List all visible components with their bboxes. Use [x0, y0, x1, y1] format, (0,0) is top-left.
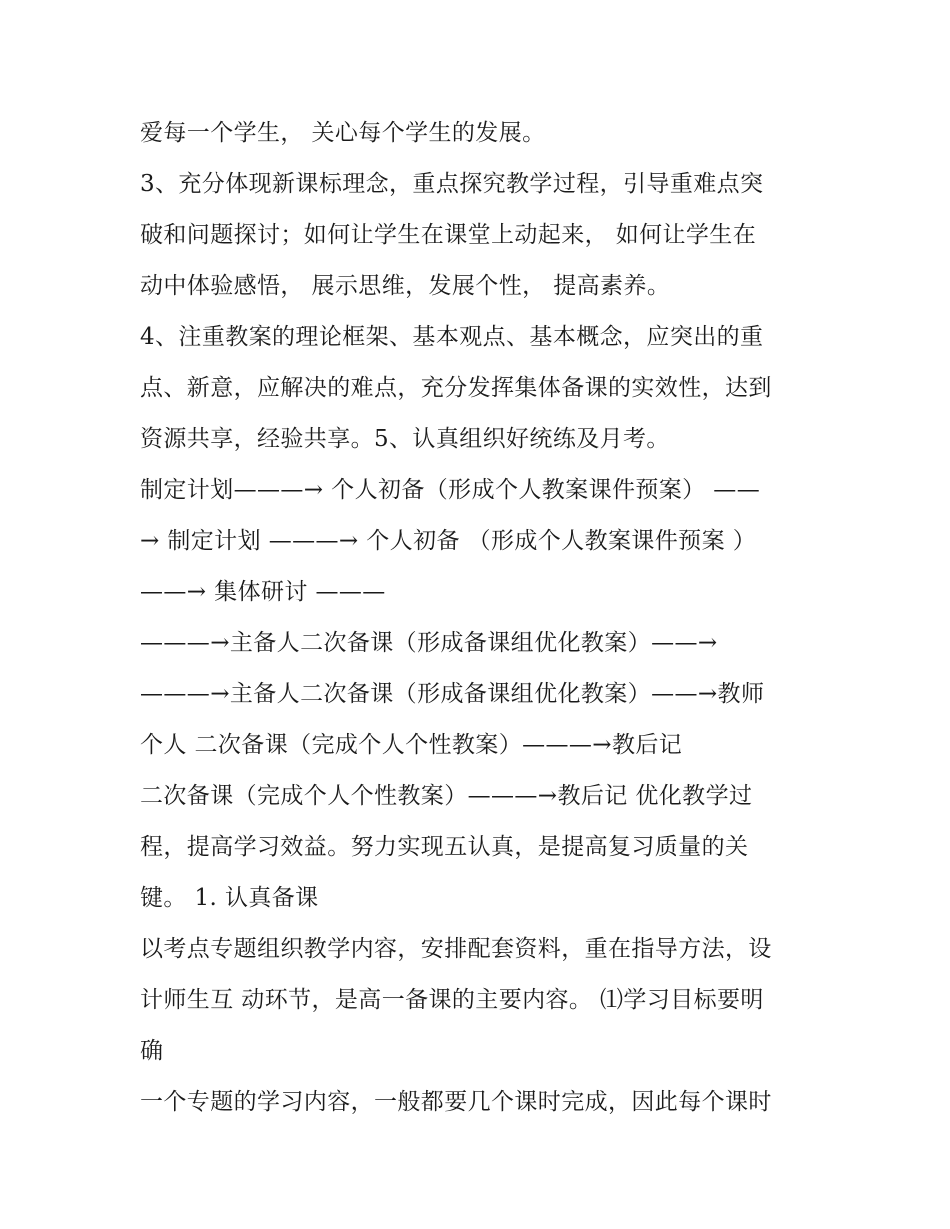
body-text	[140, 108, 820, 1128]
text-line: 以考点专题组织教学内容，安排配套资料，重在指导方法，设	[140, 936, 772, 962]
text-line: 二次备课（完成个人个性教案）———→教后记 优化教学过	[140, 783, 753, 809]
text-line: → 制定计划 ———→ 个人初备 （形成个人教案课件预案 ）	[140, 528, 757, 554]
text-line: 资源共享，经验共享。5、认真组织好统练及月考。	[140, 426, 670, 452]
text-line: 程，提高学习效益。努力实现五认真，是提高复习质量的关	[140, 834, 749, 860]
text-line: 破和问题探讨；如何让学生在课堂上动起来， 如何让学生在	[140, 222, 757, 248]
text-line: 制定计划———→ 个人初备（形成个人教案课件预案） ——	[140, 477, 761, 503]
text-line: 计师生互 动环节，是高一备课的主要内容。 ⑴学习目标要明	[140, 987, 764, 1013]
text-line: 3、充分体现新课标理念，重点探究教学过程，引导重难点突	[140, 171, 764, 197]
text-line: 一个专题的学习内容，一般都要几个课时完成，因此每个课时	[140, 1089, 772, 1115]
text-line: 4、注重教案的理论框架、基本观点、基本概念，应突出的重	[140, 324, 764, 350]
text-line: 动中体验感悟， 展示思维，发展个性， 提高素养。	[140, 273, 671, 299]
text-line: 键。 1. 认真备课	[140, 885, 319, 911]
text-line: ——→ 集体研讨 ———	[140, 579, 386, 605]
text-line: 点、新意，应解决的难点，充分发挥集体备课的实效性，达到	[140, 375, 772, 401]
text-line: 确	[140, 1038, 164, 1064]
text-line: ———→主备人二次备课（形成备课组优化教案）——→	[140, 630, 718, 656]
text-line: ———→主备人二次备课（形成备课组优化教案）——→教师	[140, 681, 765, 707]
text-line: 爱每一个学生， 关心每个学生的发展。	[140, 120, 546, 146]
text-line: 个人 二次备课（完成个人个性教案）———→教后记	[140, 732, 683, 758]
